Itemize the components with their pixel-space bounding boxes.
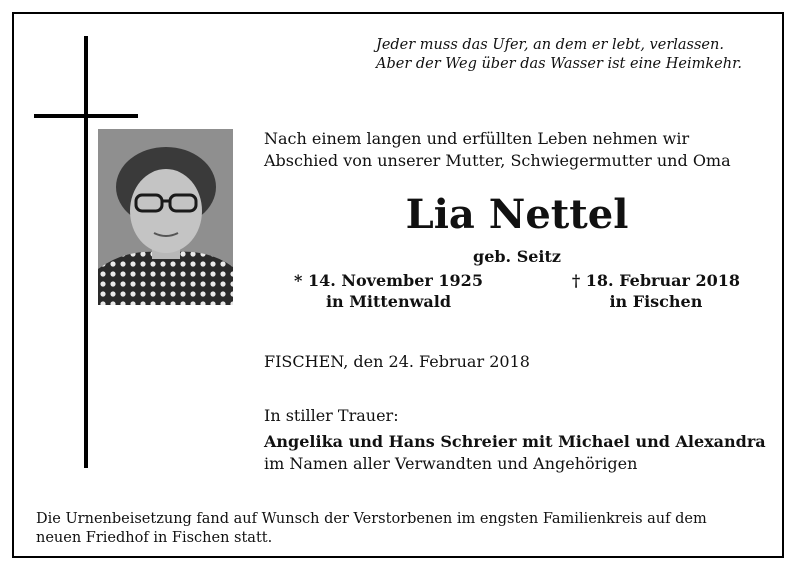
funeral-note-line-1: Die Urnenbeisetzung fand auf Wunsch der Verstorbenen im engsten Familienkreis auf dem — [36, 511, 707, 527]
relatives-line: im Namen aller Verwandten und Angehörigen — [264, 454, 638, 473]
intro-line-1: Nach einem langen und erfüllten Leben nehmen wir — [264, 129, 690, 148]
cross-icon-horizontal — [34, 114, 138, 118]
death-info — [572, 270, 740, 312]
portrait-photo — [98, 129, 233, 305]
family-names: Angelika und Hans Schreier mit Michael und Alexandra — [264, 432, 766, 451]
deceased-name: Lia Nettel — [405, 191, 629, 238]
intro-text — [264, 128, 770, 172]
epigraph-quote — [376, 36, 766, 74]
place-and-date: FISCHEN, den 24. Februar 2018 — [264, 352, 530, 371]
life-dates — [294, 270, 740, 312]
mourning-heading: In stiller Trauer: — [264, 406, 399, 425]
birth-info — [294, 270, 483, 312]
cross-icon-vertical — [84, 36, 88, 468]
maiden-name: geb. Seitz — [473, 247, 561, 266]
birth-place: in Mittenwald — [325, 292, 452, 311]
funeral-note-line-2: neuen Friedhof in Fischen statt. — [36, 530, 273, 546]
death-place: in Fischen — [609, 292, 703, 311]
obituary-notice — [12, 12, 784, 558]
death-date: † 18. Februar 2018 — [571, 271, 740, 290]
birth-date: * 14. November 1925 — [294, 271, 483, 290]
quote-line-1: Jeder muss das Ufer, an dem er lebt, verlassen. — [376, 37, 724, 53]
quote-line-2: Aber der Weg über das Wasser ist eine Heimkehr. — [376, 56, 743, 72]
funeral-note — [36, 510, 770, 548]
intro-line-2: Abschied von unserer Mutter, Schwiegermutter und Oma — [264, 151, 731, 170]
